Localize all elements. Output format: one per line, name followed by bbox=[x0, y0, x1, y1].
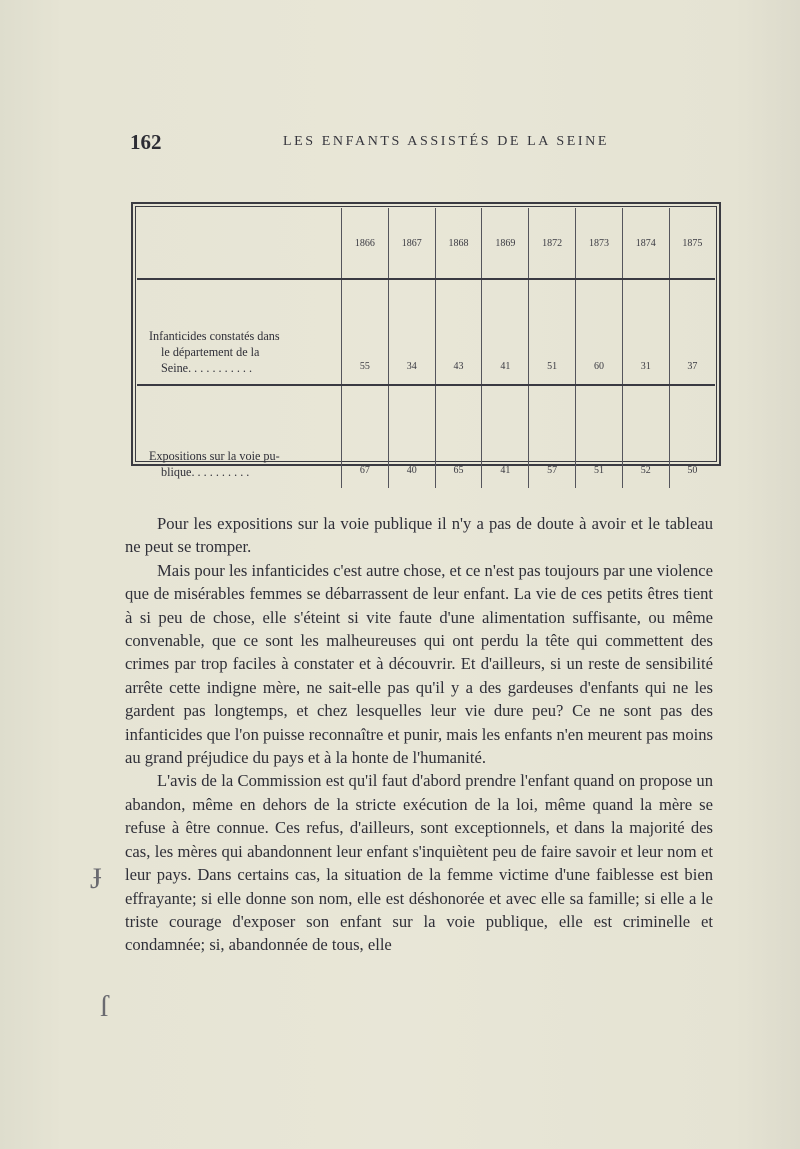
value-cell: 41 bbox=[482, 385, 529, 488]
margin-annotation-mark: ſ bbox=[100, 990, 109, 1023]
paragraph: Mais pour les infanticides c'est autre chose, et ce n'est pas toujours par une violence que de misérables femmes se débarrassent de leur enfant. La vie de ces petits êtres tient à si peu de chose, elle s'éteint si vite faute d'une alimentation suffisante, ou même convenable, que ce sont les malheureuses qui ont perdu la tête qui commettent des crimes par trop faciles à constater et à découvrir. Et d'ailleurs, si un reste de sensibilité arrête cette indigne mère, ne sait-elle pas qu'il y a des gardeuses d'enfants qui ne les gardent pas longtemps, et chez lesquelles leur vie dure peu? Ce ne sont pas des infanticides que l'on puisse reconnaître et punir, mais les enfants n'en meurent pas moins au grand préjudice du pays et à la honte de l'humanité. bbox=[125, 560, 713, 768]
label-line: Seine. . . . . . . . . . . bbox=[161, 361, 253, 375]
row-label-infanticides bbox=[137, 279, 342, 385]
year-cell: 1868 bbox=[435, 208, 482, 279]
paragraph: L'avis de la Commission est qu'il faut d'abord prendre l'enfant quand on propose un abandon, même en dehors de la stricte exécution de la loi, même quand la mère se refuse à être connue. Ces refus, d'ailleurs, sont exceptionnels, et dans la majorité des cas, les mères qui abandonnent leur enfant s'inquiètent peu de faire savoir et leur nom et leur pays. Dans certains cas, la situation de la femme victime d'une faiblesse est bien effrayante; si elle donne son nom, elle est déshonorée et avec elle sa famille; si elle a le triste courage d'exposer son enfant sur la voie publique, elle est criminelle et condamnée; si, abandonnée de tous, elle bbox=[125, 771, 713, 955]
value-cell: 51 bbox=[576, 385, 623, 488]
value-cell: 55 bbox=[342, 279, 389, 385]
value-cell: 31 bbox=[622, 279, 669, 385]
statistics-table bbox=[137, 208, 715, 488]
label-line: blique. . . . . . . . . . bbox=[161, 465, 250, 479]
value-cell: 57 bbox=[529, 385, 576, 488]
label-line: Infanticides constatés dans bbox=[149, 329, 280, 343]
value-cell: 67 bbox=[342, 385, 389, 488]
value-cell: 52 bbox=[622, 385, 669, 488]
value-cell: 51 bbox=[529, 279, 576, 385]
year-cell: 1875 bbox=[669, 208, 715, 279]
running-title: LES ENFANTS ASSISTÉS DE LA SEINE bbox=[282, 134, 610, 149]
body-text bbox=[125, 512, 713, 957]
value-cell: 34 bbox=[388, 279, 435, 385]
year-cell: 1872 bbox=[529, 208, 576, 279]
year-cell: 1874 bbox=[622, 208, 669, 279]
page-number: 162 bbox=[130, 130, 162, 154]
header-empty-cell bbox=[137, 208, 342, 279]
label-line: Expositions sur la voie pu- bbox=[149, 449, 280, 463]
value-cell: 43 bbox=[435, 279, 482, 385]
value-cell: 60 bbox=[576, 279, 623, 385]
value-cell: 50 bbox=[669, 385, 715, 488]
table-row-expositions bbox=[137, 385, 715, 488]
year-cell: 1867 bbox=[388, 208, 435, 279]
paragraph: Pour les expositions sur la voie publique il n'y a pas de doute à avoir et le tableau ne peut se tromper. bbox=[125, 514, 713, 557]
year-cell: 1866 bbox=[342, 208, 389, 279]
page-header bbox=[130, 130, 720, 154]
value-cell: 40 bbox=[388, 385, 435, 488]
value-cell: 37 bbox=[669, 279, 715, 385]
year-header-row bbox=[137, 208, 715, 279]
year-cell: 1869 bbox=[482, 208, 529, 279]
row-label-expositions bbox=[137, 385, 342, 488]
margin-annotation-mark: Ɉ bbox=[90, 862, 102, 895]
value-cell: 41 bbox=[482, 279, 529, 385]
year-cell: 1873 bbox=[576, 208, 623, 279]
label-line: le département de la bbox=[161, 345, 260, 359]
statistics-table-frame bbox=[131, 202, 721, 479]
value-cell: 65 bbox=[435, 385, 482, 488]
table-row-infanticides bbox=[137, 279, 715, 385]
